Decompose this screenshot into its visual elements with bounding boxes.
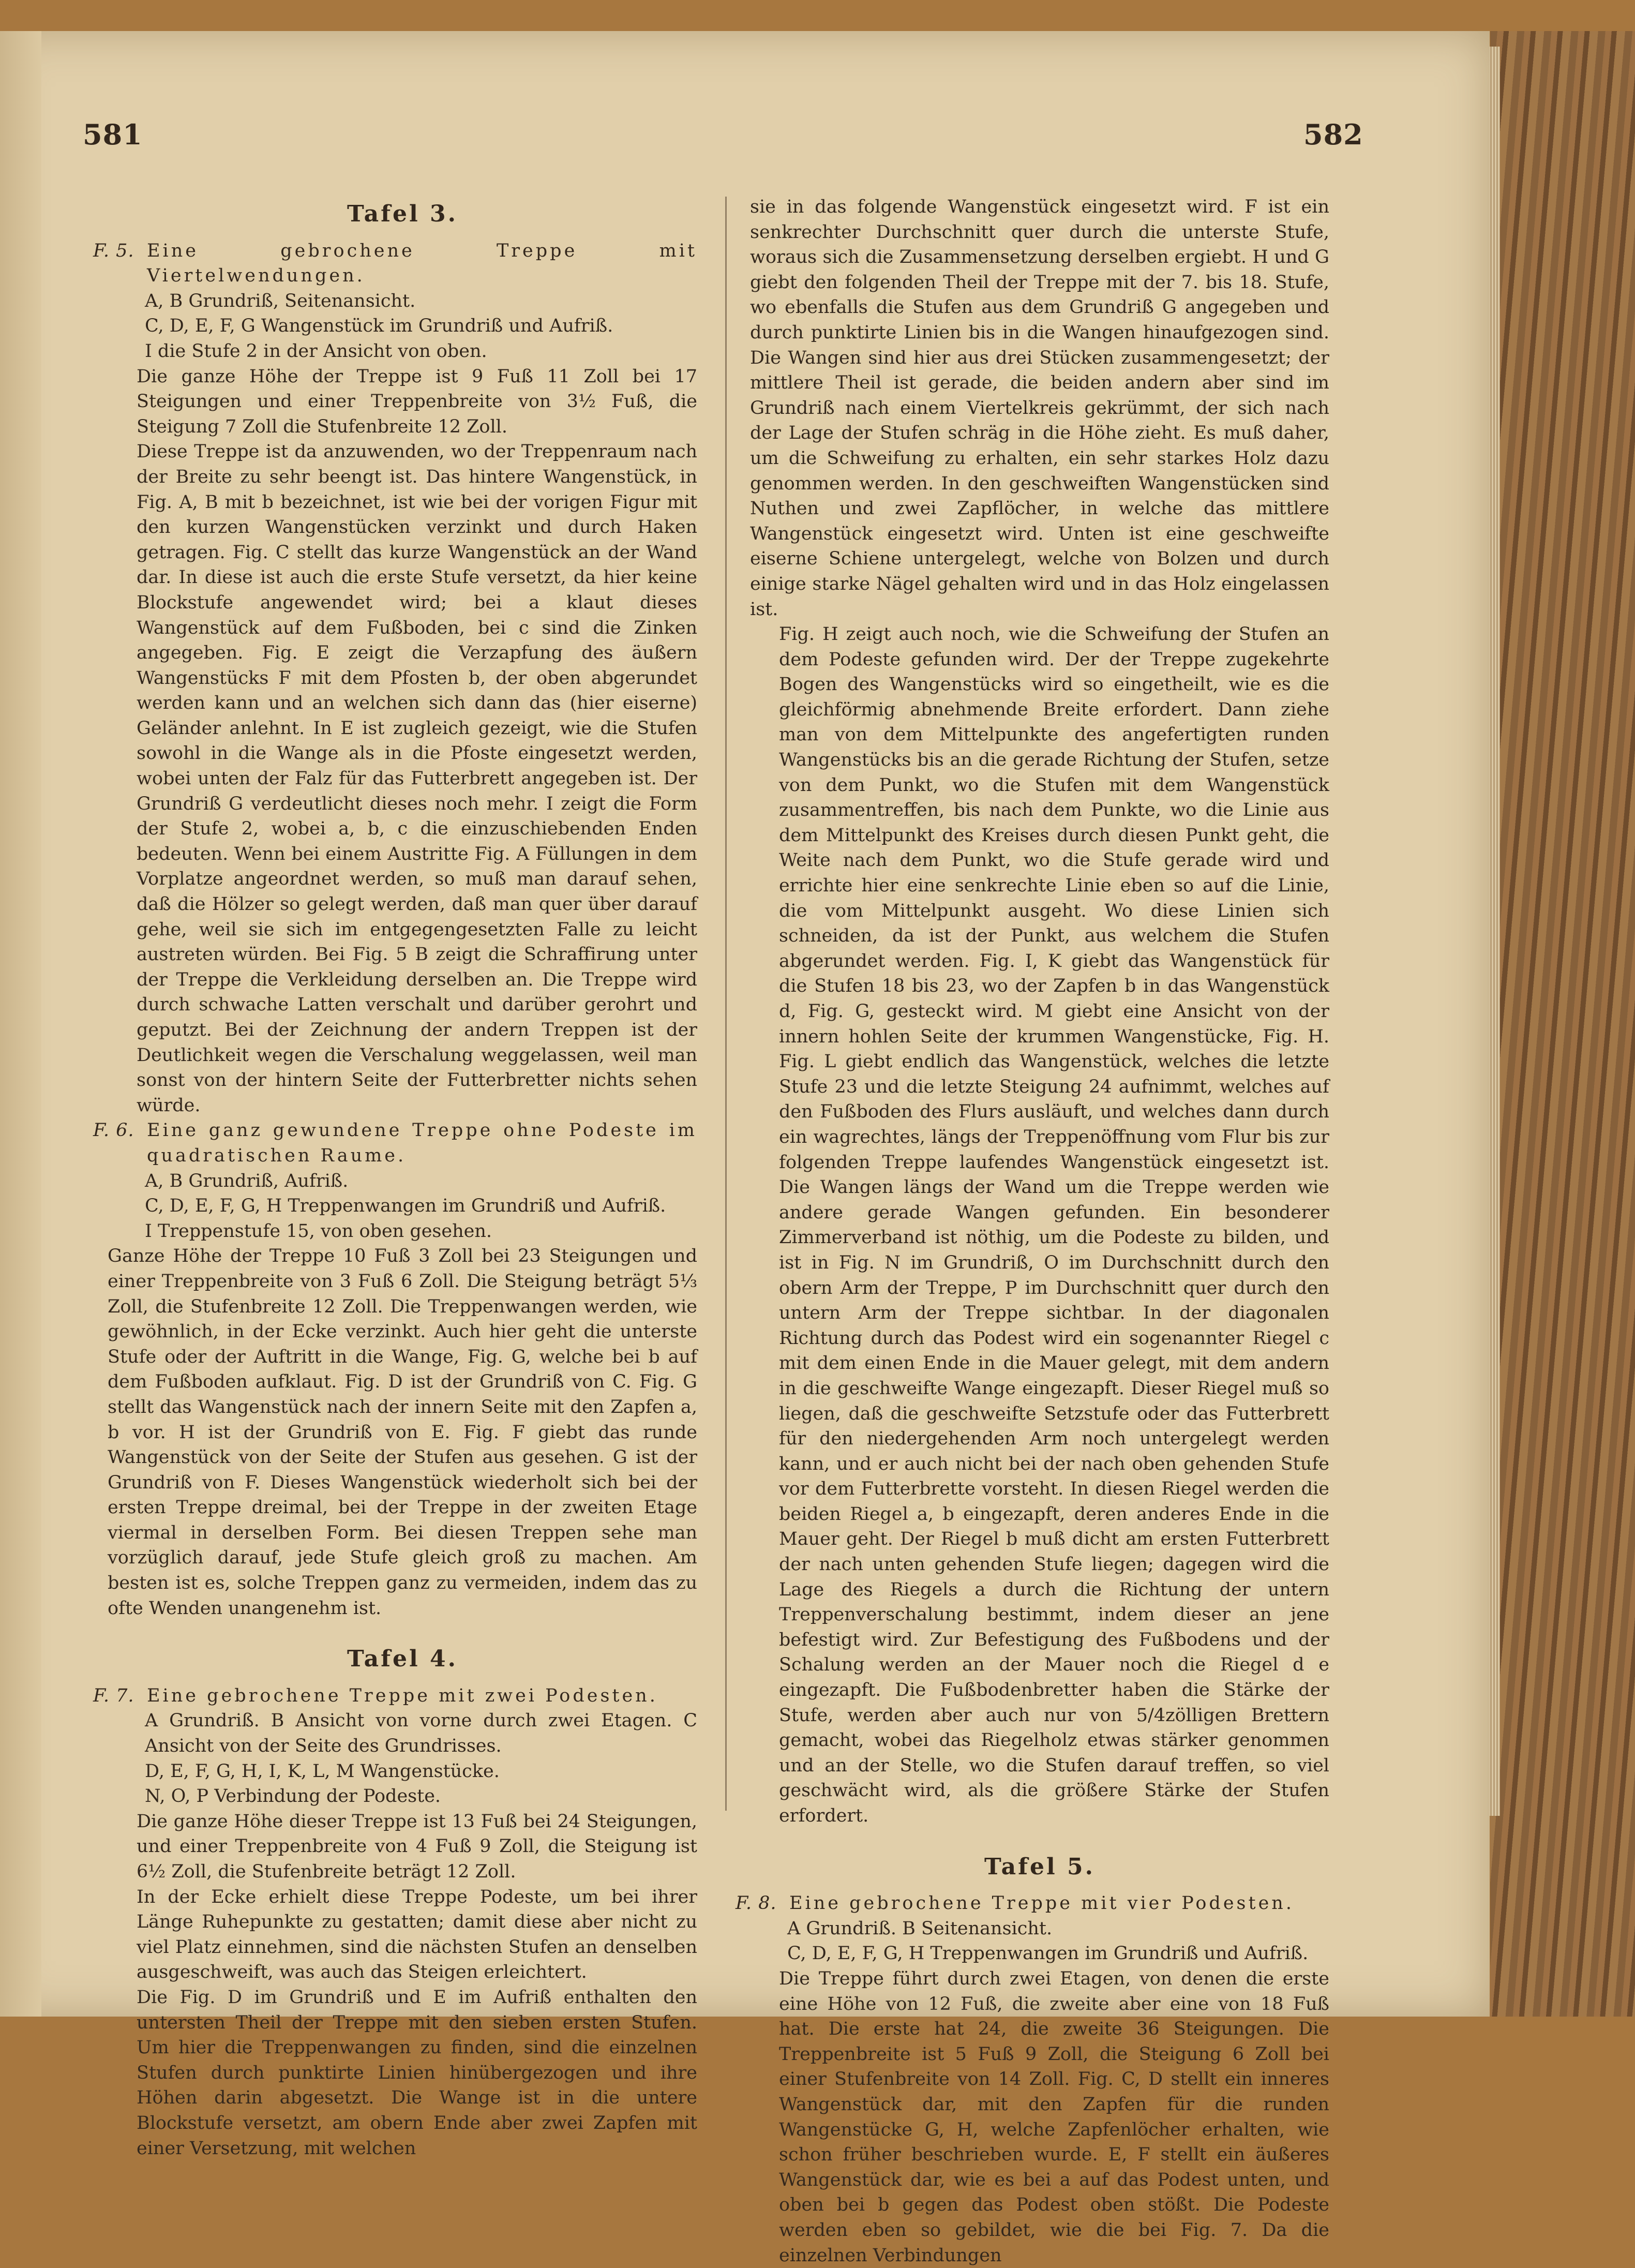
book-page [0, 31, 1490, 2266]
paragraph: Die Treppe führt durch zwei Etagen, von denen die erste eine Höhe von 12 Fuß, die zweite aber eine von 18 Fuß hat. Die erste hat 24, die zweite 36 Steigungen. Die Treppenbreite ist 5 Fuß 9 Zoll, die Steigung 6 Zoll bei einer Stufenbreite von 14 Zoll. Fig. C, D stellt ein inneres Wangenstück dar, mit den Zapfen für die runden Wangenstücke G, H, welche Zapfenlöcher erhalten, wie schon früher beschrieben wurde. E, F stellt ein äußeres Wangenstück dar, wie es bei a auf das Podest unten, und oben bei b gegen das Podest oben stößt. Die Podeste werden eben so gebildet, wie die bei Fig. 7. Da die einzelnen Verbindungen [779, 1968, 1329, 2266]
legend-line: D, E, F, G, H, I, K, L, M Wangenstücke. [145, 1760, 500, 1782]
legend-line: C, D, E, F, G, H Treppenwangen im Grundriß und Aufriß. [145, 1196, 666, 1217]
legend-line: I Treppenstufe 15, von oben gesehen. [145, 1220, 492, 1242]
paragraph: Die ganze Höhe dieser Treppe ist 13 Fuß bei 24 Steigungen, und einer Treppenbreite von 4 Fuß 9 Zoll, die Steigung ist 6½ Zoll, die Stufenbreite beträgt 12 Zoll. [137, 1811, 697, 1882]
section-heading-tafel-5: Tafel 5. [984, 1853, 1095, 1880]
figure-heading-f8 [736, 1891, 1329, 1916]
figure-label: F. 5. [93, 240, 134, 261]
legend-line: C, D, E, F, G, H Treppenwangen im Grundriß und Aufriß. [787, 1943, 1309, 1964]
legend-line: I die Stufe 2 in der Ansicht von oben. [145, 340, 487, 362]
paragraph: Diese Treppe ist da anzuwenden, wo der Treppenraum nach der Breite zu sehr beengt ist. Das hintere Wangenstück, in Fig. A, B mit b bezeichnet, ist wie bei der vorigen Figur mit den kurzen Wangenstücken verzinkt und durch Haken getragen. Fig. C stellt das kurze Wangenstück an der Wand dar. In diese ist auch die erste Stufe versetzt, da hier keine Blockstufe angewendet wird; bei a klaut dieses Wangenstück auf dem Fußboden, bei c sind die Zinken angegeben. Fig. E zeigt die Verzapfung des äußern Wangenstücks F mit dem Pfosten b, der oben abgerundet werden kann und an welchen sich dann das (hier eiserne) Geländer anlehnt. In E ist zugleich gezeigt, wie die Stufen sowohl in die Wange als in die Pfoste eingesetzt werden, wobei unten der Falz für das Futterbrett angegeben ist. Der Grundriß G verdeutlicht dieses noch mehr. I zeigt die Form der Stufe 2, wobei a, b, c die einzuschiebenden Enden bedeuten. Wenn bei einem Austritte Fig. A Füllungen in dem Vorplatze angeordnet werden, so muß man darauf sehen, daß die Hölzer so gelegt werden, daß man quer über darauf gehe, weil sie sich im entgegengesetzten Falle zu leicht austreten würden. Bei Fig. 5 B zeigt die Schraffirung unter der Treppe die Verkleidung derselben an. Die Treppe wird durch schwache Latten verschalt und darüber gerohrt und geputzt. Bei der Zeichnung der andern Treppen ist der Deutlichkeit wegen die Verschalung weggelassen, weil man sonst von der hintern Seite der Futterbretter nichts sehen würde. [137, 441, 697, 1116]
figure-title: Eine gebrochene Treppe mit Viertelwendungen. [147, 240, 697, 287]
paragraph: Ganze Höhe der Treppe 10 Fuß 3 Zoll bei 23 Steigungen und einer Treppenbreite von 3 Fuß 6 Zoll. Die Steigung beträgt 5⅓ Zoll, die Stufenbreite 12 Zoll. Die Treppenwangen werden, wie gewöhnlich, in der Ecke verzinkt. Auch hier geht die unterste Stufe oder der Auftritt in die Wange, Fig. G, welche bei b auf dem Fußboden aufklaut. Fig. D ist der Grundriß von C. Fig. G stellt das Wangenstück nach der innern Seite mit den Zapfen a, b vor. H ist der Grundriß von E. Fig. F giebt das runde Wangenstück von der Seite der Stufen aus gesehen. G ist der Grundriß von F. Dieses Wangenstück wiederholt sich bei der ersten Treppe dreimal, bei der Treppe in der zweiten Etage viermal in derselben Form. Bei diesen Treppen sehe man vorzüglich darauf, jede Stufe gleich groß zu machen. Am besten ist es, solche Treppen ganz zu vermeiden, indem das zu ofte Wenden unangenehm ist. [108, 1246, 697, 1619]
legend-line: A Grundriß. B Seitenansicht. [787, 1918, 1053, 1939]
figure-label: F. 6. [93, 1120, 134, 1141]
figure-heading-f7 [93, 1683, 697, 1709]
page-number-right: 582 [1303, 118, 1363, 151]
figure-heading-f5 [93, 238, 697, 289]
legend-line: C, D, E, F, G Wangenstück im Grundriß und Aufriß. [145, 316, 613, 337]
figure-heading-f6 [93, 1118, 697, 1168]
column-divider [725, 197, 727, 1811]
legend-line: A, B Grundriß, Aufriß. [145, 1170, 349, 1191]
section-heading-tafel-4: Tafel 4. [347, 1646, 458, 1673]
book-cover-edge [1490, 31, 1635, 2017]
figure-title: Eine gebrochene Treppe mit vier Podesten. [789, 1893, 1294, 1914]
right-column [736, 195, 1329, 2268]
spacer [750, 1829, 1329, 1847]
previous-page-edge [0, 31, 41, 2017]
left-column [93, 195, 697, 2161]
figure-title: Eine ganz gewundene Treppe ohne Podeste im quadratischen Raume. [147, 1120, 697, 1166]
figure-label: F. 7. [93, 1685, 134, 1706]
spacer [108, 1621, 697, 1639]
paragraph: Die Fig. D im Grundriß und E im Aufriß enthalten den untersten Theil der Treppe mit den sieben ersten Stufen. Um hier die Treppenwangen zu finden, sind die einzelnen Stufen durch punktirte Linien hinübergezogen und ihre Höhen darin abgesetzt. Die Wange ist in die untere Blockstufe versetzt, am obern Ende aber zwei Zapfen mit einer Versetzung, mit welchen [137, 1987, 697, 2159]
section-heading-tafel-3: Tafel 3. [347, 201, 458, 227]
legend-line: N, O, P Verbindung der Podeste. [145, 1786, 441, 1807]
figure-title: Eine gebrochene Treppe mit zwei Podesten. [147, 1685, 658, 1706]
paragraph: sie in das folgende Wangenstück eingesetzt wird. F ist ein senkrechter Durchschnitt quer durch die unterste Stufe, woraus sich die Zusammensetzung derselben ergiebt. H und G giebt den folgenden Theil der Treppe mit der 7. bis 18. Stufe, wo ebenfalls die Stufen aus dem Grundriß G angegeben und durch punktirte Linien bis in die Wangen hinaufgezogen sind. Die Wangen sind hier aus drei Stücken zusammengesetzt; der mittlere Theil ist gerade, die beiden andern aber sind im Grundriß nach einem Viertelkreis gekrümmt, der sich nach der Lage der Stufen schräg in die Höhe zieht. Es muß daher, um die Schweifung zu erhalten, ein sehr starkes Holz dazu genommen werden. In den geschweiften Wangenstücken sind Nuthen und zwei Zapflöcher, in welche das mittlere Wangenstück eingesetzt wird. Unten ist eine geschweifte eiserne Schiene untergelegt, welche von Bolzen und durch einige starke Nägel gehalten wird und in das Holz eingelassen ist. [750, 197, 1329, 620]
paragraph: Die ganze Höhe der Treppe ist 9 Fuß 11 Zoll bei 17 Steigungen und einer Treppenbreite von 3½ Fuß, die Steigung 7 Zoll die Stufenbreite 12 Zoll. [137, 366, 697, 437]
page-number-left: 581 [83, 118, 143, 151]
paragraph: In der Ecke erhielt diese Treppe Podeste, um bei ihrer Länge Ruhepunkte zu gestatten; damit diese aber nicht zu viel Platz einnehmen, sind die nächsten Stufen an denselben ausgeschweift, was auch das Steigen erleichtert. [137, 1886, 697, 1983]
legend-line: A Grundriß. B Ansicht von vorne durch zwei Etagen. C Ansicht von der Seite des Grundrisses. [145, 1710, 697, 1757]
legend-line: A, B Grundriß, Seitenansicht. [145, 290, 416, 311]
figure-label: F. 8. [736, 1893, 777, 1914]
paragraph: Fig. H zeigt auch noch, wie die Schweifung der Stufen an dem Podeste gefunden wird. Der der Treppe zugekehrte Bogen des Wangenstücks wird so eingetheilt, wie es die gleichförmig abnehmende Breite erfordert. Dann ziehe man von dem Mittelpunkte des angefertigten runden Wangenstücks bis an die gerade Richtung der Stufen, setze von dem Punkt, wo die Stufen mit dem Wangenstück zusammentreffen, bis nach dem Punkte, wo die Linie aus dem Mittelpunkt des Kreises durch diesen Punkt geht, die Weite nach dem Punkt, wo die Stufe gerade wird und errichte hier eine senkrechte Linie eben so auf die Linie, die vom Mittelpunkt ausgeht. Wo diese Linien sich schneiden, da ist der Punkt, aus welchem die Stufen abgerundet werden. Fig. I, K giebt das Wangenstück für die Stufen 18 bis 23, wo der Zapfen b in das Wangenstück d, Fig. G, gesteckt wird. M giebt eine Ansicht von der innern hohlen Seite der krummen Wangenstücke, Fig. H. Fig. L giebt endlich das Wangenstück, welches die letzte Stufe 23 und die letzte Steigung 24 aufnimmt, welches auf den Fußboden des Flurs ausläuft, und welches dann durch ein wagrechtes, längs der Treppenöffnung vom Flur bis zur folgenden Treppe laufendes Wangenstück eingesetzt ist. Die Wangen längs der Wand um die Treppe werden wie andere gerade Wangen gefunden. Ein besonderer Zimmerverband ist nöthig, um die Podeste zu bilden, und ist in Fig. N im Grundriß, O im Durchschnitt durch den obern Arm der Treppe, P im Durchschnitt quer durch den untern Arm der Treppe sichtbar. In der diagonalen Richtung durch das Podest wird ein sogenannter Riegel c mit dem einen Ende in die Mauer gelegt, mit dem andern in die geschweifte Wange eingezapft. Dieser Riegel muß so liegen, daß die geschweifte Setzstufe oder das Futterbrett für den niedergehenden Arm noch untergelegt werden kann, und er auch nicht bei der nach oben gehenden Stufe vor dem Futterbrette vorsteht. In diesen Riegel werden die beiden Riegel a, b eingezapft, deren anderes Ende in die Mauer geht. Der Riegel b muß dicht am ersten Futterbrett der nach unten gehenden Stufe liegen; dagegen wird die Lage des Riegels a durch die Richtung der untern Treppenverschalung bestimmt, indem dieser an jene befestigt wird. Zur Befestigung des Fußbodens und der Schalung werden an der Mauer noch die Riegel d e eingezapft. Die Fußbodenbretter haben die Stärke der Stufe, werden aber auch nur von 5/4zölligen Brettern gemacht, wobei das Riegelholz etwas stärker genommen und an der Stelle, wo die Stufen darauf treffen, so viel geschwächt wird, als die größere Stärke der Stufen erfordert. [779, 624, 1329, 1826]
